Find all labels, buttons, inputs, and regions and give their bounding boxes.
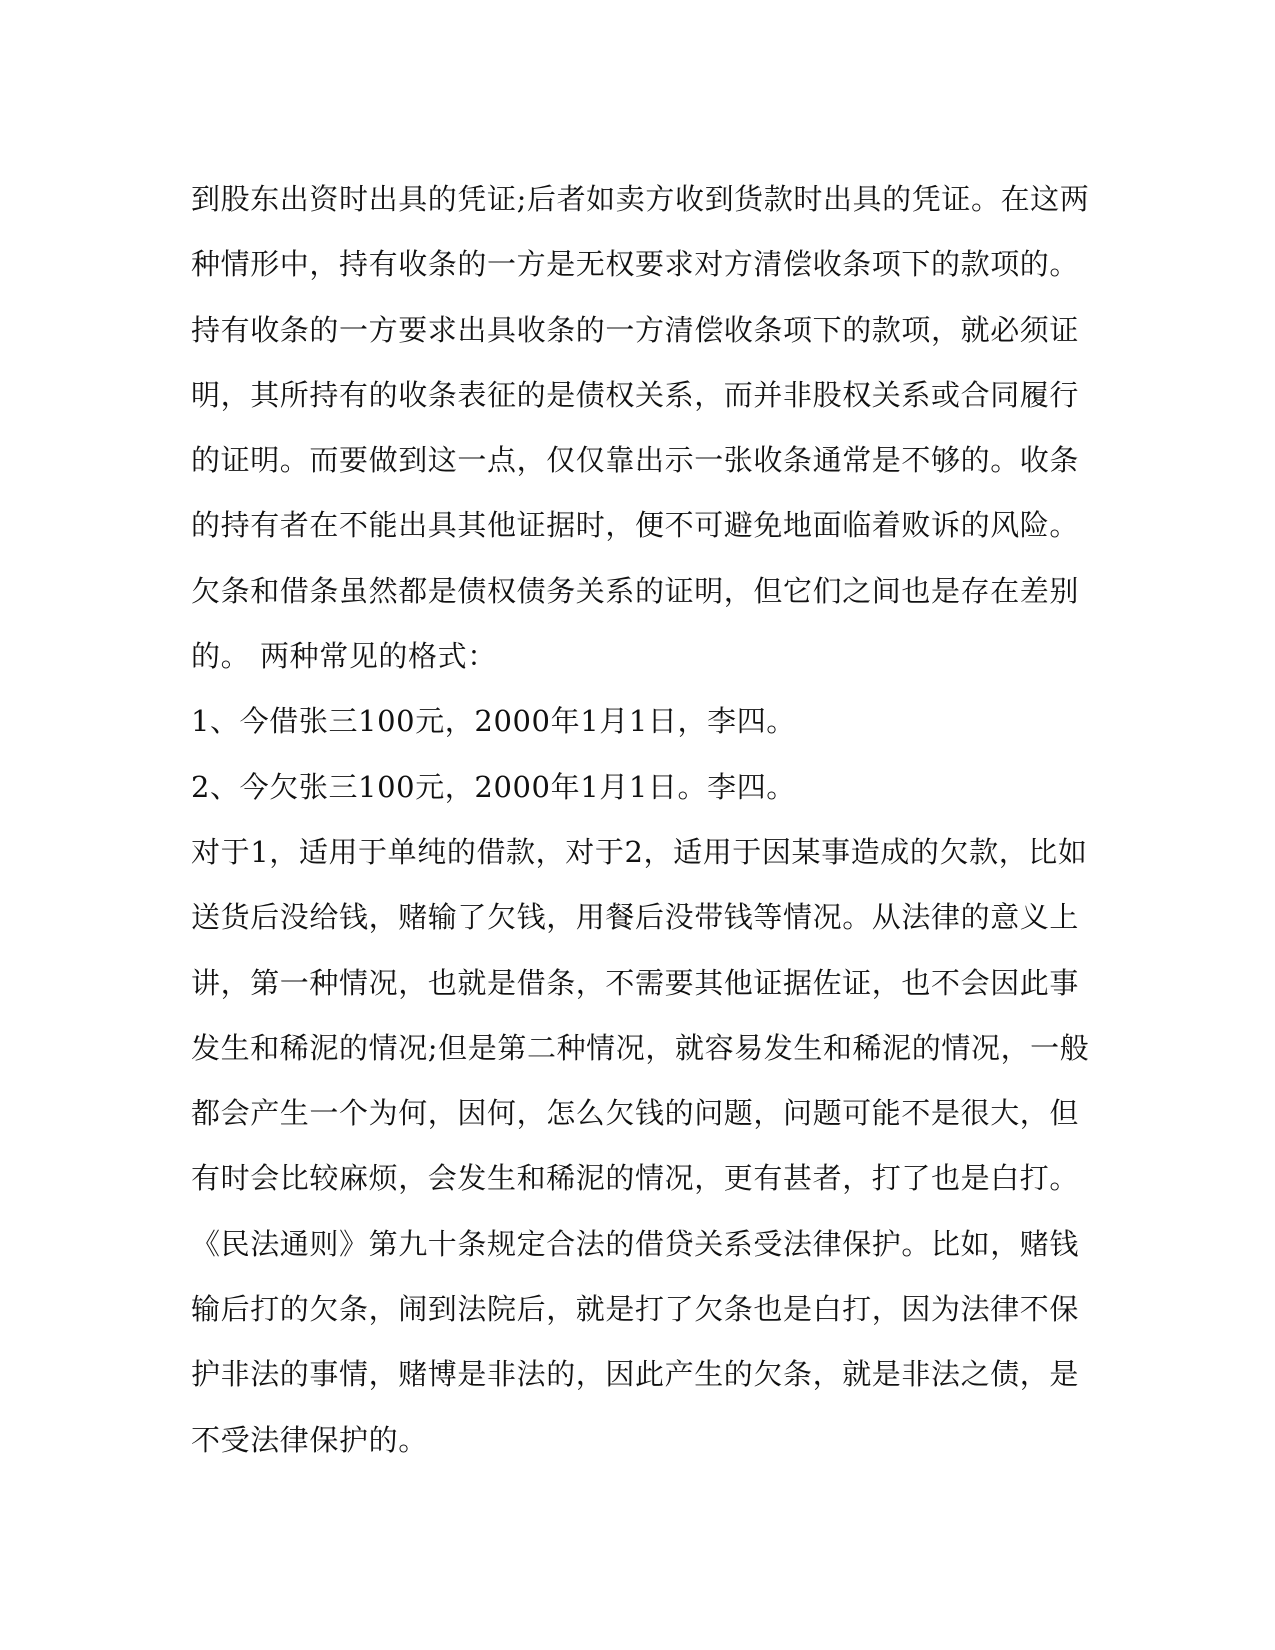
text-line: 明，其所持有的收条表征的是债权关系，而并非股权关系或合同履行 — [191, 377, 1080, 412]
text-line: 种情形中，持有收条的一方是无权要求对方清偿收条项下的款项的。 — [191, 247, 1080, 282]
body-text — [191, 167, 1091, 1473]
text-line: 都会产生一个为何，因何，怎么欠钱的问题，问题可能不是很大，但 — [191, 1096, 1080, 1131]
text-line: 发生和稀泥的情况;但是第二种情况，就容易发生和稀泥的情况，一般 — [191, 1030, 1090, 1065]
text-line: 送货后没给钱，赌输了欠钱，用餐后没带钱等情况。从法律的意义上 — [191, 900, 1080, 935]
text-line: 对于1，适用于单纯的借款，对于2，适用于因某事造成的欠款，比如 — [191, 834, 1088, 869]
text-line: 的。 两种常见的格式： — [191, 639, 497, 674]
text-line: 持有收条的一方要求出具收条的一方清偿收条项下的款项，就必须证 — [191, 312, 1080, 347]
text-line: 讲，第一种情况，也就是借条，不需要其他证据佐证，也不会因此事 — [191, 965, 1080, 1000]
text-line: 有时会比较麻烦，会发生和稀泥的情况，更有甚者，打了也是白打。 — [191, 1161, 1080, 1196]
list-item: 1、今借张三100元，2000年1月1日，李四。 — [191, 704, 796, 739]
text-line: 不受法律保护的。 — [191, 1422, 428, 1457]
text-line: 到股东出资时出具的凭证;后者如卖方收到货款时出具的凭证。在这两 — [191, 182, 1090, 216]
text-line: 护非法的事情，赌博是非法的，因此产生的欠条，就是非法之债，是 — [191, 1357, 1080, 1392]
text-line: 的持有者在不能出具其他证据时，便不可避免地面临着败诉的风险。 — [191, 508, 1080, 543]
text-line: 《民法通则》第九十条规定合法的借贷关系受法律保护。比如，赌钱 — [191, 1226, 1080, 1261]
text-line: 欠条和借条虽然都是债权债务关系的证明，但它们之间也是存在差别 — [191, 573, 1080, 608]
text-line: 的证明。而要做到这一点，仅仅靠出示一张收条通常是不够的。收条 — [191, 443, 1080, 478]
list-item: 2、今欠张三100元，2000年1月1日。李四。 — [191, 769, 796, 804]
text-line: 输后打的欠条，闹到法院后，就是打了欠条也是白打，因为法律不保 — [191, 1292, 1080, 1327]
